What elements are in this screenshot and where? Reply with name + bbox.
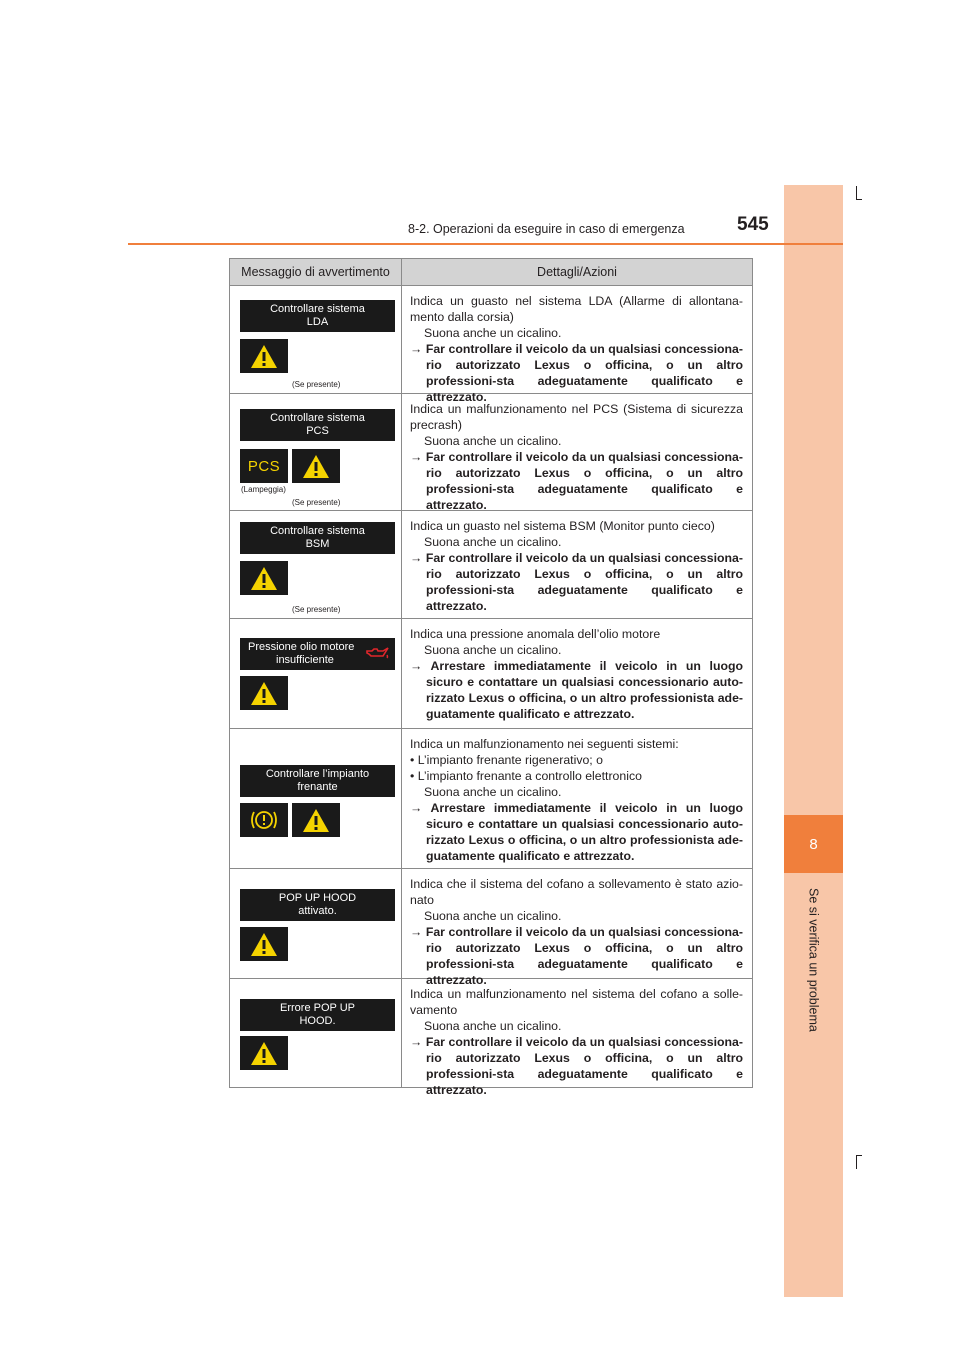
description: Indica un malfunzionamento nel sistema del cofano a solle-vamento: [410, 987, 743, 1017]
message-line: attivato.: [298, 905, 337, 917]
message-display: [240, 999, 395, 1031]
message-display: [240, 638, 395, 670]
description: Indica che il sistema del cofano a sollevamento è stato azio-nato: [410, 877, 743, 907]
table-row: [230, 869, 752, 987]
availability-note: (Se presente): [292, 498, 341, 507]
warning-triangle-icon: [250, 566, 278, 591]
header-rule: [128, 243, 843, 245]
table-row: [230, 286, 752, 404]
message-line: Errore POP UP: [280, 1002, 355, 1014]
crop-mark: [856, 1155, 857, 1169]
warning-indicator: [240, 927, 288, 961]
sound-note: Suona anche un cicalino.: [424, 1019, 562, 1033]
brake-indicator: [240, 803, 288, 837]
details-cell: [402, 394, 752, 510]
message-cell: [230, 394, 402, 510]
description: Indica un malfunzionamento nel PCS (Sistema di sicurezza precrash): [410, 402, 743, 432]
crop-mark: [856, 199, 862, 200]
message-cell: [230, 511, 402, 618]
bullet-item: • L’impianto frenante a controllo elettronico: [410, 769, 642, 783]
message-line: Controllare l’impianto: [265, 768, 370, 780]
message-line: Controllare sistema: [270, 303, 365, 315]
details-cell: [402, 286, 752, 404]
message-display: [240, 522, 395, 554]
section-title: 8-2. Operazioni da eseguire in caso di emergenza: [408, 222, 685, 236]
description: Indica una pressione anomala dell’olio motore: [410, 627, 661, 641]
message-line: BSM: [305, 538, 330, 550]
sound-note: Suona anche un cicalino.: [424, 785, 562, 799]
col-header-message: Messaggio di avvertimento: [230, 259, 402, 285]
warning-indicator: [240, 1036, 288, 1070]
table-header: [230, 259, 752, 286]
sound-note: Suona anche un cicalino.: [424, 535, 562, 549]
action: → Far controllare il veicolo da un qualsiasi concessiona-rio autorizzato Lexus o officina, o un altro professioni-sta adeguatamente qualificato e attrezzato.: [410, 342, 743, 404]
pcs-icon: PCS: [247, 457, 281, 475]
bullet-item: • L’impianto frenante rigenerativo; o: [410, 753, 603, 767]
warning-triangle-icon: [302, 808, 330, 833]
message-cell: [230, 869, 402, 978]
details-cell: [402, 511, 752, 618]
action: → Far controllare il veicolo da un qualsiasi concessiona-rio autorizzato Lexus o officina, o un altro professioni-sta adeguatamente qualificato e attrezzato.: [410, 551, 743, 613]
warning-indicator: [240, 339, 288, 373]
col-header-details: Dettagli/Azioni: [537, 265, 617, 279]
details-cell: [402, 869, 752, 987]
warning-triangle-icon: [302, 454, 330, 479]
warning-triangle-icon: [250, 681, 278, 706]
message-line: Controllare sistema: [270, 525, 365, 537]
details-cell: [402, 979, 752, 1097]
sound-note: Suona anche un cicalino.: [424, 434, 562, 448]
crop-mark: [856, 186, 857, 200]
page-number: 545: [737, 214, 769, 235]
warning-indicator: [240, 561, 288, 595]
table-row: [230, 729, 752, 869]
sound-note: Suona anche un cicalino.: [424, 643, 562, 657]
message-cell: [230, 729, 402, 868]
warning-table: [229, 258, 753, 1097]
warning-triangle-icon: [250, 344, 278, 369]
table-row: [230, 394, 752, 511]
message-display: [240, 409, 395, 441]
message-display: [240, 765, 395, 797]
chapter-title: Se si verifica un problema: [806, 888, 821, 1032]
message-cell: [230, 979, 402, 1087]
side-tab: [784, 185, 843, 1297]
description: Indica un guasto nel sistema BSM (Monitor punto cieco): [410, 519, 715, 533]
table-row: [230, 511, 752, 619]
action: → Arrestare immediatamente il veicolo in un luogo sicuro e contattare un qualsiasi concessionario auto-rizzato Lexus o officina, o un altro professionista ade-guatamente qualificato e attrezzato.: [410, 801, 743, 863]
availability-note: (Se presente): [292, 380, 341, 389]
message-cell: [230, 619, 402, 728]
message-line: frenante: [297, 781, 338, 793]
brake-warning-icon: [249, 808, 279, 832]
table-row: [230, 979, 752, 1097]
message-line: Controllare sistema: [270, 412, 365, 424]
action: → Arrestare immediatamente il veicolo in un luogo sicuro e contattare un qualsiasi concessionario auto-rizzato Lexus o officina, o un altro professionista ade-guatamente qualificato e attrezzato.: [410, 659, 743, 721]
action: → Far controllare il veicolo da un qualsiasi concessiona-rio autorizzato Lexus o officina, o un altro professioni-sta adeguatamente qualificato e attrezzato.: [410, 450, 743, 512]
availability-note: (Se presente): [292, 605, 341, 614]
message-line: LDA: [306, 316, 329, 328]
chapter-number: 8: [784, 815, 843, 873]
message-line: PCS: [306, 425, 329, 437]
table-row: [230, 619, 752, 729]
message-line: HOOD.: [299, 1015, 336, 1027]
action: → Far controllare il veicolo da un qualsiasi concessiona-rio autorizzato Lexus o officina, o un altro professioni-sta adeguatamente qualificato e attrezzato.: [410, 1035, 743, 1097]
message-cell: [230, 286, 402, 393]
warning-indicator: [292, 449, 340, 483]
warning-indicator: [240, 676, 288, 710]
message-line: insufficiente: [276, 654, 334, 666]
message-line: POP UP HOOD: [278, 892, 357, 904]
sound-note: Suona anche un cicalino.: [424, 909, 562, 923]
sound-note: Suona anche un cicalino.: [424, 326, 562, 340]
crop-mark: [856, 1155, 862, 1156]
warning-indicator: [292, 803, 340, 837]
message-display: [240, 300, 395, 332]
warning-triangle-icon: [250, 1041, 278, 1066]
description: Indica un guasto nel sistema LDA (Allarme di allontana-mento dalla corsia): [410, 294, 743, 324]
message-display: [240, 889, 395, 921]
description: Indica un malfunzionamento nei seguenti sistemi:: [410, 737, 679, 751]
message-line: Pressione olio motore: [248, 641, 355, 653]
action: → Far controllare il veicolo da un qualsiasi concessiona-rio autorizzato Lexus o officina, o un altro professioni-sta adeguatamente qualificato e attrezzato.: [410, 925, 743, 987]
blink-note: (Lampeggia): [241, 485, 286, 494]
details-cell: [402, 619, 752, 728]
details-cell: [402, 729, 752, 868]
warning-triangle-icon: [250, 932, 278, 957]
oil-can-icon: [365, 646, 389, 660]
pcs-indicator: [240, 449, 288, 483]
